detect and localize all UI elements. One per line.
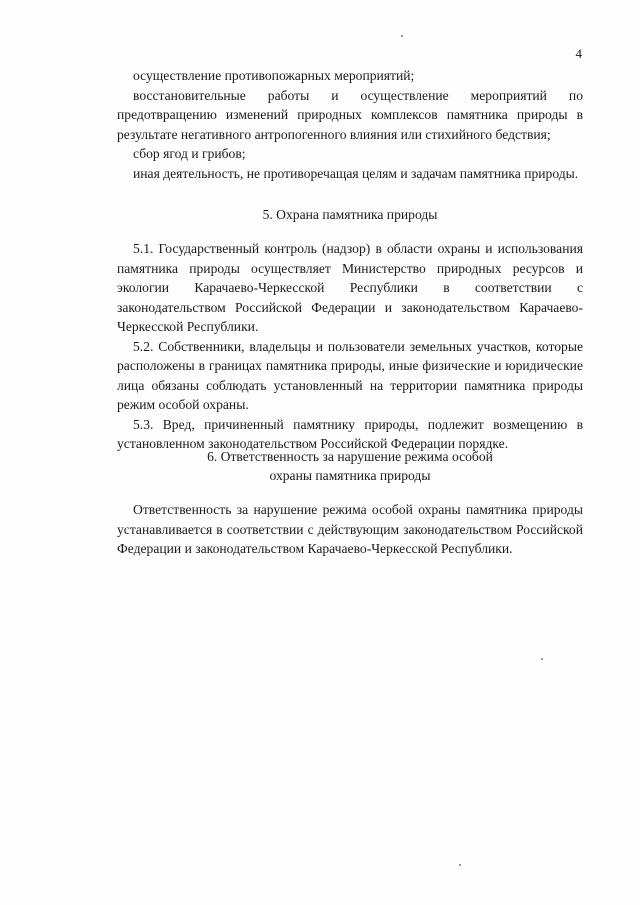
list-item: осуществление противопожарных мероприятий; — [133, 68, 415, 83]
section-6-heading-line-2: охраны памятника природы — [269, 468, 431, 483]
list-item: восстановительные работы и осуществление мероприятий по предотвращению изменений природных комплексов памятника природы в результате негативного антропогенного влияния или стихийного бедствия; — [117, 87, 583, 142]
activity-list — [117, 66, 583, 183]
section-6-body — [117, 500, 583, 559]
list-item: иная деятельность, не противоречащая целям и задачам памятника природы. — [133, 165, 579, 181]
paragraph-5-3: 5.3. Вред, причиненный памятнику природы, подлежит возмещению в установленном законодательством Российской Федерации порядке. — [117, 416, 583, 451]
list-item: сбор ягод и грибов; — [133, 146, 246, 161]
scan-speck — [541, 658, 543, 660]
paragraph-5-1: 5.1. Государственный контроль (надзор) в области охраны и использования памятника природы осуществляет Министерство природных ресурсов и экологии Карачаево-Черкесской Республики в соответствии с законодательством Российской Федерации и законодательством Карачаево-Черкесской Республики. — [117, 241, 583, 334]
scan-speck — [459, 864, 461, 866]
section-5-heading: 5. Охрана памятника природы — [262, 207, 438, 222]
page-number: 4 — [575, 46, 582, 61]
section-6-heading-line-1: 6. Ответственность за нарушение режима особой — [207, 449, 493, 464]
scan-speck — [401, 35, 403, 37]
section-5-body — [117, 239, 583, 454]
paragraph-5-2: 5.2. Собственники, владельцы и пользователи земельных участков, которые расположены в границах памятника природы, иные физические и юридические лица обязаны соблюдать установленный на территории памятника природы режим особой охраны. — [117, 338, 583, 412]
paragraph-6: Ответственность за нарушение режима особой охраны памятника природы устанавливается в соответствии с действующим законодательством Российской Федерации и законодательством Карачаево-Черкесской Республики. — [117, 502, 583, 556]
